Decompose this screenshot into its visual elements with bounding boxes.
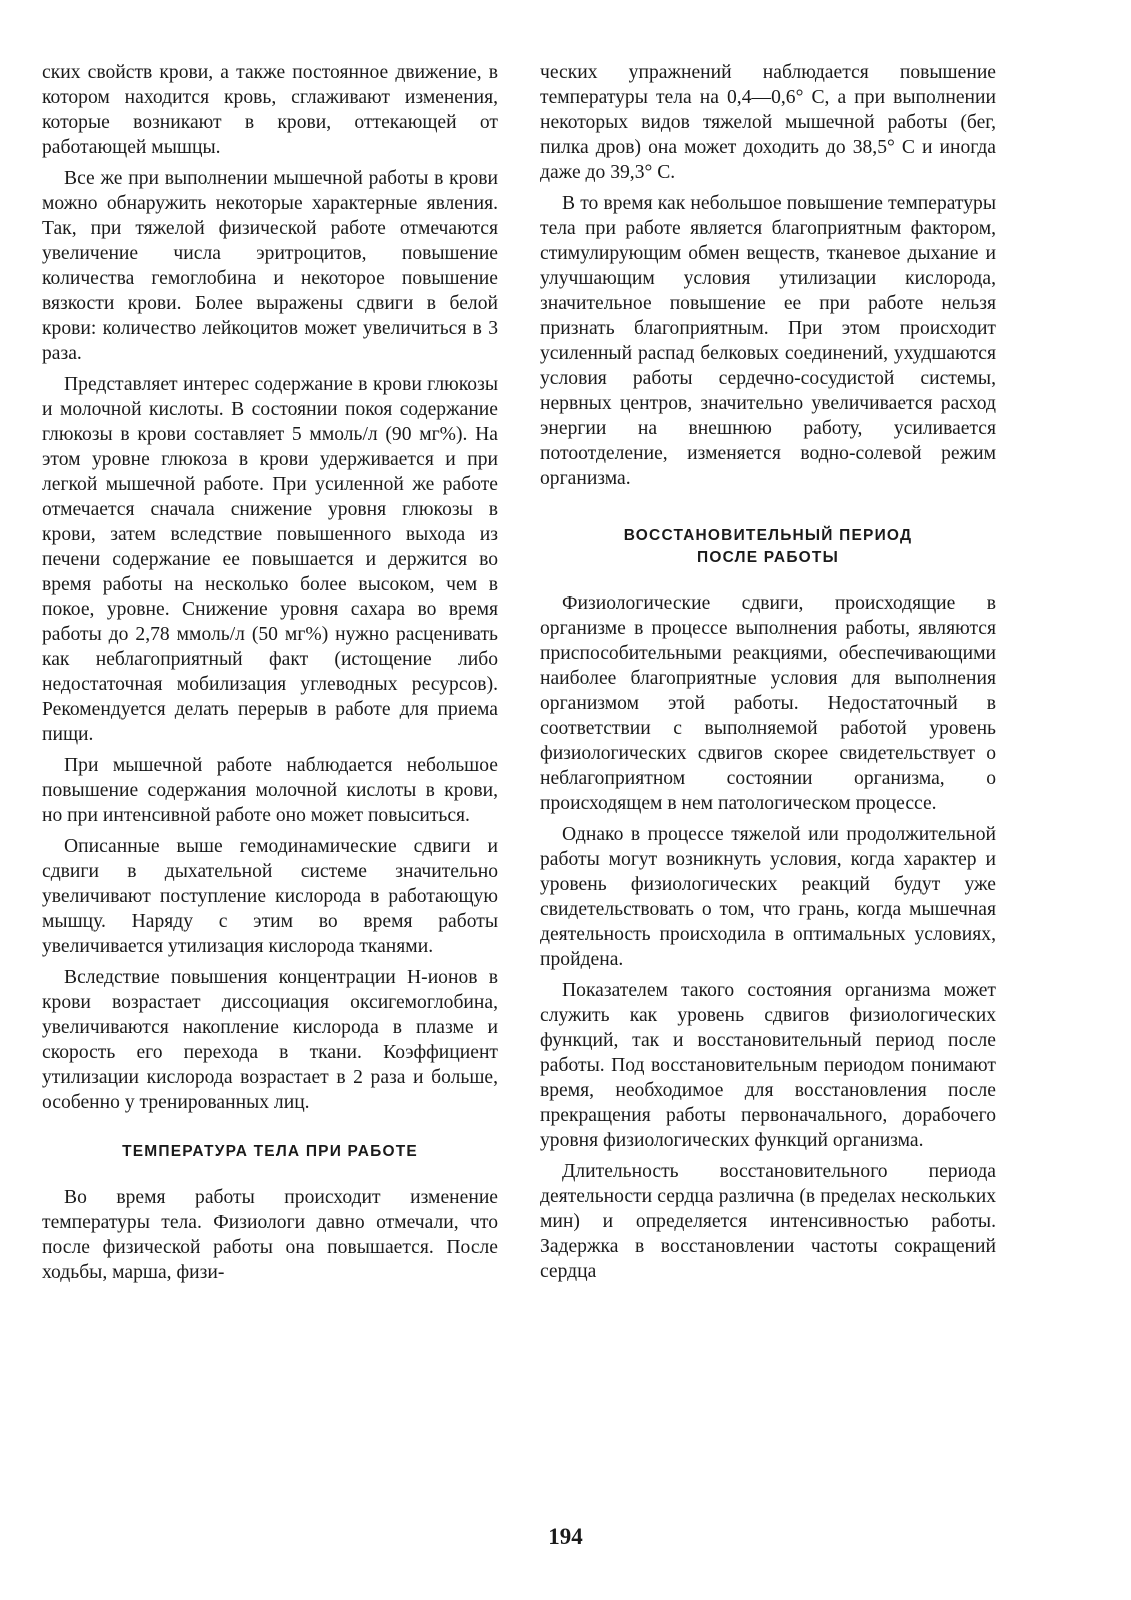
page-number: 194 — [548, 1524, 583, 1549]
right-column — [540, 60, 996, 1290]
paragraph: В то время как небольшое повышение температуры тела при работе является благоприятным фактором, стимулирующим обмен веществ, тканевое дыхание и улучшающим условия утилизации кислорода, значительное повышение ее при работе нельзя признать благоприятным. При этом происходит усиленный распад белковых соединений, ухудшаются условия работы сердечно-сосудистой системы, нервных центров, значительно увеличивается расход энергии на внешнюю работу, усиливается потоотделение, изменяется водно-солевой режим организма. — [540, 193, 996, 489]
paragraph: Все же при выполнении мышечной работы в крови можно обнаружить некоторые характерные явления. Так, при тяжелой физической работе отмечаются увеличение числа эритроцитов, повышение количества гемоглобина и некоторое повышение вязкости крови. Более выражены сдвиги в белой крови: количество лейкоцитов может увеличиться в 3 раза. — [42, 168, 498, 364]
section-heading: ТЕМПЕРАТУРА ТЕЛА ПРИ РАБОТЕ — [122, 1143, 418, 1160]
section-heading: ВОССТАНОВИТЕЛЬНЫЙ ПЕРИОД ПОСЛЕ РАБОТЫ — [623, 527, 913, 566]
paragraph: Вследствие повышения концентрации Н-ионов в крови возрастает диссоциация оксигемоглобина, увеличиваются накопление кислорода в плазме и скорость его перехода в ткани. Коэффициент утилизации кислорода возрастает в 2 раза и больше, особенно у тренированных лиц. — [42, 967, 498, 1113]
paragraph: При мышечной работе наблюдается небольшое повышение содержания молочной кислоты в крови, но при интенсивной работе оно может повыситься. — [42, 755, 498, 826]
paragraph: Длительность восстановительного периода деятельности сердца различна (в пределах нескольких мин) и определяется интенсивностью работы. Задержка в восстановлении частоты сокращений сердца — [540, 1161, 996, 1282]
paragraph: Однако в процессе тяжелой или продолжительной работы могут возникнуть условия, когда характер и уровень физиологических реакций будут уже свидетельствовать о том, что грань, когда мышечная деятельность происходила в оптимальных условиях, пройдена. — [540, 824, 996, 970]
paragraph: Показателем такого состояния организма может служить как уровень сдвигов физиологических функций, так и восстановительный период после работы. Под восстановительным периодом понимают время, необходимое для восстановления после прекращения работы первоначального, дорабочего уровня физиологических функций организма. — [540, 980, 996, 1151]
paragraph: ских свойств крови, а также постоянное движение, в котором находится кровь, сглаживают изменения, которые возникают в крови, оттекающей от работающей мышцы. — [42, 62, 498, 158]
left-column — [42, 60, 498, 1291]
paragraph: Представляет интерес содержание в крови глюкозы и молочной кислоты. В состоянии покоя содержание глюкозы в крови составляет 5 ммоль/л (90 мг%). На этом уровне глюкоза в крови удерживается и при легкой мышечной работе. При усиленной же работе отмечается сначала снижение уровня глюкозы в крови, затем вследствие повышенного выхода из печени содержание ее повышается и держится во время работы на несколько более высоком, чем в покое, уровне. Снижение уровня сахара во время работы до 2,78 ммоль/л (50 мг%) нужно расценивать как неблагоприятный факт (истощение либо недостаточная мобилизация углеводных ресурсов). Рекомендуется делать перерыв в работе для приема пищи. — [42, 374, 498, 745]
paragraph: Описанные выше гемодинамические сдвиги и сдвиги в дыхательной системе значительно увеличивают поступление кислорода в работающую мышцу. Наряду с этим во время работы увеличивается утилизация кислорода тканями. — [42, 836, 498, 957]
paragraph: Во время работы происходит изменение температуры тела. Физиологи давно отмечали, что после физической работы она повышается. После ходьбы, марша, физи- — [42, 1187, 498, 1283]
paragraph: Физиологические сдвиги, происходящие в организме в процессе выполнения работы, являются приспособительными реакциями, обеспечивающими наиболее благоприятные условия для выполнения организмом этой работы. Недостаточный в соответствии с выполняемой работой уровень физиологических сдвигов скорее свидетельствует о неблагоприятном состоянии организма, о происходящем в нем патологическом процессе. — [540, 593, 996, 814]
paragraph: ческих упражнений наблюдается повышение температуры тела на 0,4—0,6° С, а при выполнении некоторых видов тяжелой мышечной работы (бег, пилка дров) она может доходить до 38,5° С и иногда даже до 39,3° С. — [540, 62, 996, 183]
